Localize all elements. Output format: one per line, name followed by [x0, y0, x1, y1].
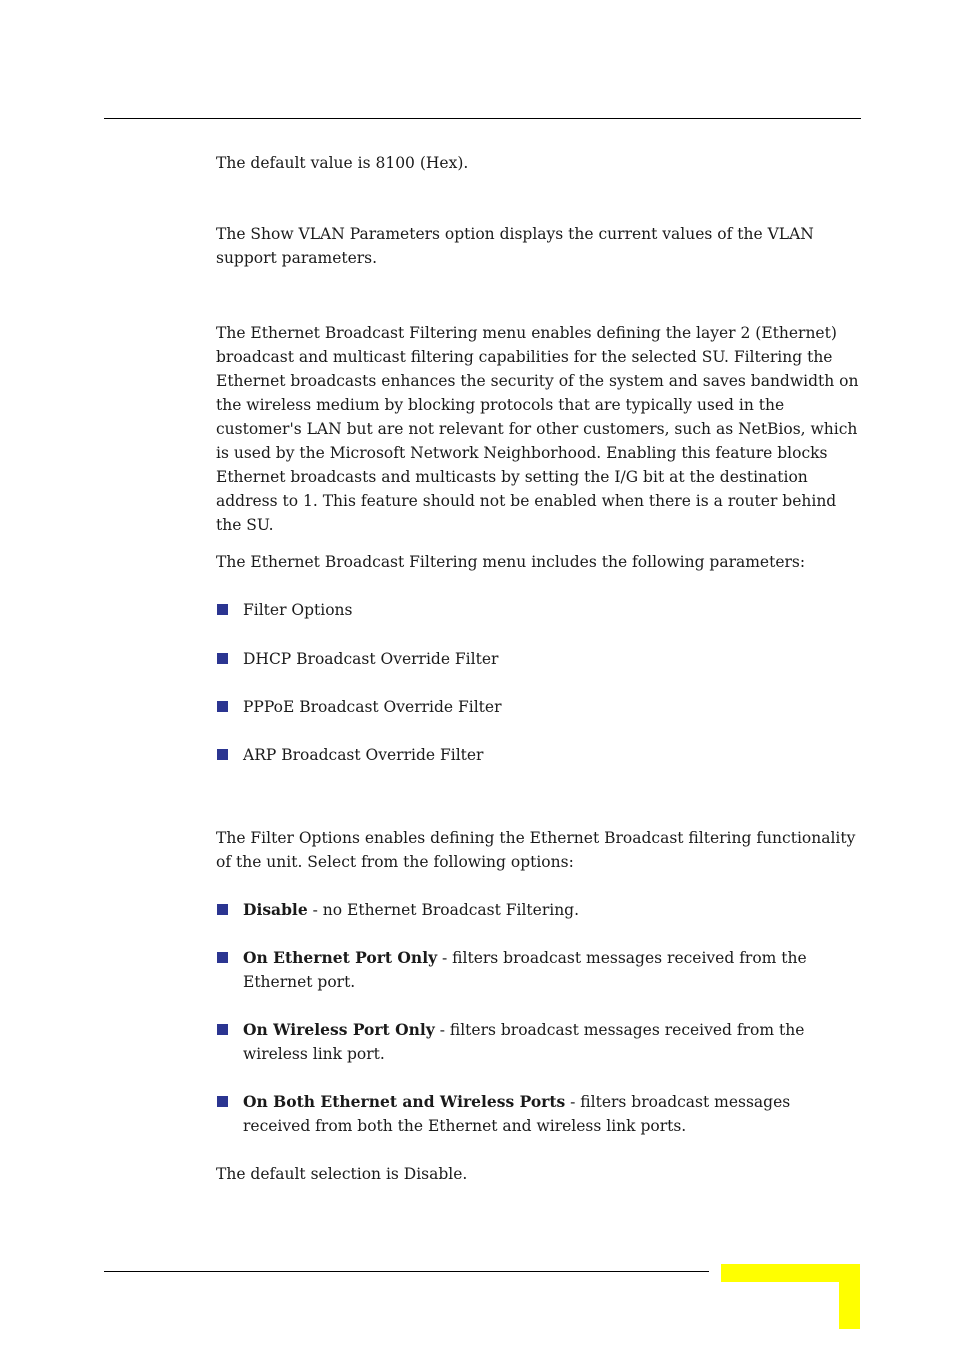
- bullet-square-icon: [217, 749, 228, 760]
- option-term: On Both Ethernet and Wireless Ports: [243, 1092, 566, 1111]
- list-item: [216, 1018, 816, 1066]
- option-term: Disable: [243, 900, 308, 919]
- default-value-text: The default value is 8100 (Hex).: [216, 154, 469, 172]
- list-item: PPPoE Broadcast Override Filter: [216, 695, 866, 719]
- default-selection-text: The default selection is Disable.: [216, 1165, 468, 1183]
- option-desc: - filters broadcast messages received from both the Ethernet and wireless link ports.: [243, 1093, 791, 1135]
- filter-options-intro-text: The Filter Options enables defining the Ethernet Broadcast filtering functionality of the unit. Select from the following options:: [216, 829, 856, 871]
- bullet-square-icon: [217, 904, 228, 915]
- option-desc: - no Ethernet Broadcast Filtering.: [307, 901, 580, 919]
- list-item: ARP Broadcast Override Filter: [216, 743, 866, 767]
- option-term: On Wireless Port Only: [243, 1020, 435, 1039]
- ebf-includes-text: The Ethernet Broadcast Filtering menu includes the following parameters:: [216, 553, 806, 571]
- bullet-square-icon: [217, 952, 228, 963]
- bullet-square-icon: [217, 604, 228, 615]
- bullet-square-icon: [217, 653, 228, 664]
- list-item: Filter Options: [216, 598, 866, 622]
- option-desc: - filters broadcast messages received from the Ethernet port.: [243, 949, 807, 991]
- bullet-square-icon: [217, 1024, 228, 1035]
- bullet-square-icon: [217, 1096, 228, 1107]
- show-vlan-text: The Show VLAN Parameters option displays the current values of the VLAN support parameters.: [216, 225, 814, 267]
- ebf-intro-text: The Ethernet Broadcast Filtering menu enables defining the layer 2 (Ethernet) broadcast and multicast filtering capabilities for the selected SU. Filtering the Ethernet broadcasts enhances the security of the system and saves bandwidth on the wireless medium by blocking protocols that are typically used in the customer's LAN but are not relevant for other customers, such as NetBios, which is used by the Microsoft Network Neighborhood. Enabling this feature blocks Ethernet broadcasts and multicasts by setting the I/G bit at the destination address to 1. This feature should not be enabled when there is a router behind the SU.: [216, 324, 859, 534]
- list-item: [216, 898, 866, 922]
- list-item: [216, 1090, 856, 1138]
- option-desc: - filters broadcast messages received from the wireless link port.: [243, 1021, 805, 1063]
- header-rule: [104, 118, 861, 119]
- list-item: DHCP Broadcast Override Filter: [216, 647, 866, 671]
- page-tab-marker-stem: [839, 1264, 860, 1329]
- footer-rule: [104, 1271, 709, 1272]
- list-item: [216, 946, 816, 994]
- bullet-square-icon: [217, 701, 228, 712]
- option-term: On Ethernet Port Only: [243, 948, 438, 967]
